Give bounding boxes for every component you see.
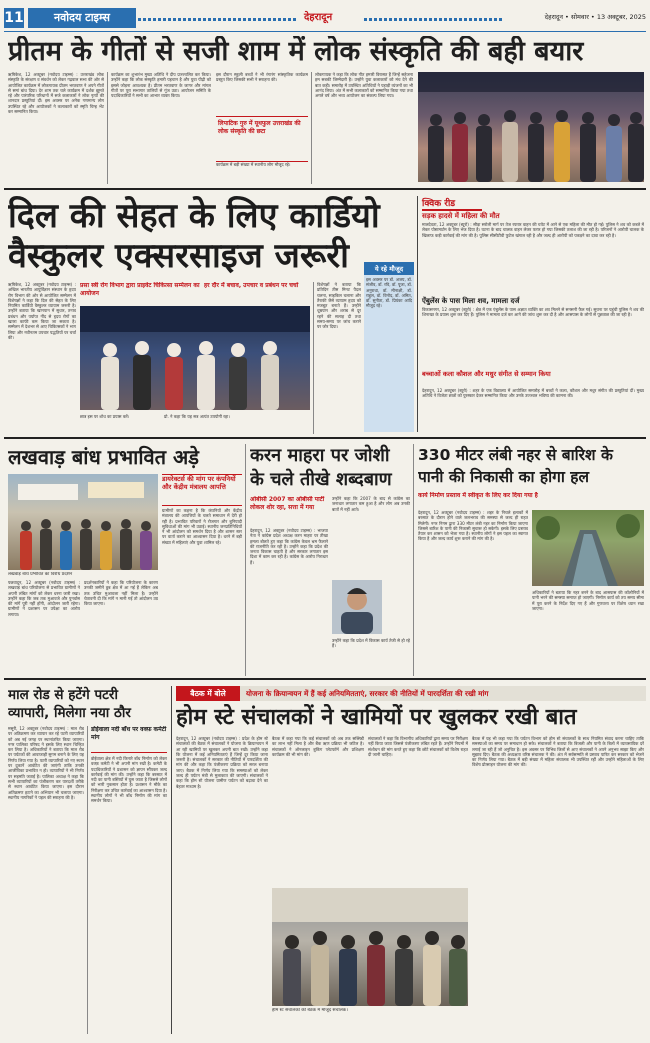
lakhwad-photo-caption: लखवाड़ बांध प्रभावित का विरोध प्रदर्शन bbox=[8, 572, 73, 577]
cardio-photo bbox=[80, 306, 310, 410]
lakhwad-photo bbox=[8, 474, 158, 570]
canal-photo-channel bbox=[532, 510, 644, 586]
lakhwad-photo-protest bbox=[8, 474, 158, 570]
lakhwad-headline: लखवाड़ बांध प्रभावित अड़े bbox=[8, 445, 200, 469]
karan-portrait-figure bbox=[332, 580, 382, 634]
section-divider bbox=[4, 437, 646, 439]
quick-read-item-3-title: बच्चाओं कला कौशल और मधुर संगीत से सम्मान किया bbox=[422, 370, 551, 378]
masthead-stripe-right bbox=[364, 18, 504, 21]
lead-column-3: इस दौरान स्कूली बच्चों ने भी रंगारंग सांस्कृतिक कार्यक्रम प्रस्तुत किए जिसकी सभी ने सराहना की। bbox=[216, 72, 308, 83]
canal-column-1: देहरादून, 12 अक्टूबर (नवोदय टाइम्स) : शहर के निचले इलाकों में बरसात के दौरान होने वाले जलभराव की समस्या से जल्द ही राहत मिलेगी। नगर निगम द्वारा 330 मीटर लंबी नहर का निर्माण किया जाएगा जिससे बारिश के पानी की निकासी सुचारू हो सकेगी। इसके लिए प्रस्ताव तैयार कर शासन को भेजा गया है। स्थानीय लोगों ने इस पहल का स्वागत किया है और जल्द कार्य शुरू कराने की मांग की है। bbox=[418, 510, 528, 542]
quick-read-item-1-body: मालदेवता, 12 अक्टूबर (ब्यूरो) : सौड़ा सरोली मार्ग पर तेज रफ्तार वाहन की चपेट में आने से एक महिला की मौत हो गई। पुलिस ने शव को कब्जे में लेकर पोस्टमार्टम के लिए भेज दिया है। घटना के बाद चालक वाहन लेकर फरार हो गया जिसकी तलाश की जा रही है। परिजनों ने आरोपी चालक के खिलाफ कड़ी कार्रवाई की मांग की है। पुलिस सीसीटीवी फुटेज खंगाल रही है और जल्द ही आरोपी को पकड़ने का दावा कर रही है। bbox=[422, 222, 644, 238]
cardio-column-2: छात्र इस पर शोध का प्रयास करें। bbox=[80, 414, 130, 419]
canal-headline-line2: पानी की निकासी का होगा हल bbox=[418, 468, 590, 486]
lakhwad-column-2: प्रदर्शनकारियों ने कहा कि परियोजना के कारण उनकी जमीनें डूब क्षेत्र में आ गई हैं लेकिन अब तक उचित मुआवजा नहीं मिला है। उन्होंने चेतावनी दी कि मांगें न मानी गईं तो आंदोलन उग्र किया जाएगा। bbox=[84, 580, 158, 607]
karan-headline-line2: के चले तीखे शब्दबाण bbox=[250, 469, 392, 490]
quick-read-item-2-body: विकासनगर, 12 अक्टूबर (ब्यूरो) : क्षेत्र में एक एंबुलेंस के पास अज्ञात व्यक्ति का शव मिलने से सनसनी फैल गई। सूचना पर पहुंची पुलिस ने शव की शिनाख्त के प्रयास शुरू कर दिए हैं। पुलिस ने मामला दर्ज कर आगे की जांच शुरू कर दी है और आसपास के लोगों से पूछताछ की जा रही है। bbox=[422, 307, 644, 318]
mall-road-subhead: डोईवाला नदी बाँध पर वक्फ़ कमेटी मांग bbox=[91, 726, 167, 753]
lakhwad-column-1: पछवादून, 12 अक्टूबर (नवोदय टाइम्स) : लखवाड़ बांध परियोजना से प्रभावित ग्रामीणों ने अपनी लंबित मांगों को लेकर धरना जारी रखा। उन्होंने कहा कि जब तक मुआवजे और पुनर्वास की मांगें पूरी नहीं होंगी, आंदोलन जारी रहेगा। ग्रामीणों ने प्रशासन पर उपेक्षा का आरोप लगाया। bbox=[8, 580, 80, 617]
quick-read-item-1-title: सड़क हादसे में महिला की मौत bbox=[422, 212, 500, 220]
paper-name: नवोदय टाइम्स bbox=[28, 8, 136, 28]
col-divider bbox=[245, 444, 246, 676]
quick-read-label: क्विक रीड bbox=[422, 196, 482, 211]
date-line: देहरादून • सोमवार • 13 अक्टूबर, 2025 bbox=[544, 13, 646, 21]
cardio-photo-people bbox=[80, 306, 310, 410]
masthead-stripe bbox=[138, 18, 298, 21]
canal-column-2: अधिकारियों ने बताया कि नहर बनने के बाद आसपास की कॉलोनियों में पानी भरने की समस्या समाप्त हो जाएगी। निर्माण कार्य को तय समय सीमा में पूरा करने के निर्देश दिए गए हैं और गुणवत्ता पर विशेष ध्यान रखा जाएगा। bbox=[532, 590, 644, 611]
lead-pull-quote-box bbox=[216, 116, 308, 162]
homestay-photo-caption: होम स्टे संचालकों की बैठक में मौजूद संचालक। bbox=[272, 1008, 348, 1013]
cardio-column-1: ऋषिकेश, 12 अक्टूबर (नवोदय टाइम्स) : अखिल भारतीय आयुर्विज्ञान संस्थान के हृदय रोग विभाग की ओर से आयोजित सम्मेलन में विशेषज्ञों ने कहा कि दिल की सेहत के लिए नियमित कार्डियो वैस्कुलर व्यायाम जरूरी है। उन्होंने बताया कि खानपान में सुधार, तनाव प्रबंधन और पर्याप्त नींद से हृदय रोगों का खतरा काफी कम किया जा सकता है। सम्मेलन में देशभर से आए चिकित्सकों ने भाग लिया और नवीनतम उपचार पद्धतियों पर चर्चा की। bbox=[8, 282, 76, 340]
lakhwad-subhead: डायरेक्टर्स की मांग पर कंपनियों और केंद्रीय मंत्रालय आपत्ति bbox=[162, 474, 242, 506]
homestay-column-2: बैठक में कहा गया कि कई संचालकों को अब तक सब्सिडी का लाभ नहीं मिला है और बैंक ऋण प्रक्रिया भी जटिल है। संचालकों ने ऑनलाइन बुकिंग प्लेटफॉर्म और प्रशिक्षण कार्यक्रम की भी मांग की। bbox=[272, 736, 364, 757]
homestay-photo bbox=[272, 888, 468, 1006]
mall-road-headline-line1: माल रोड से हटेंगे पटरी bbox=[8, 687, 118, 703]
canal-subhead: कार्य निर्माण प्रस्ताव में स्वीकृत के लिए कर दिया गया है bbox=[418, 492, 538, 499]
canal-headline-line1: 330 मीटर लंबी नहर से बारिश के bbox=[418, 446, 613, 464]
city-label: देहरादून bbox=[304, 12, 333, 23]
karan-column-2: उन्होंने कहा कि 2007 के बाद से कांग्रेस का जनाधार लगातार कम हुआ है और लोग अब उनकी बातों में नहीं आते। bbox=[332, 496, 410, 512]
homestay-photo-meeting bbox=[272, 888, 468, 1006]
cardio-headline-line1: दिल की सेहत के लिए कार्डियो bbox=[8, 196, 380, 236]
col-divider bbox=[107, 72, 108, 184]
col-divider bbox=[171, 686, 172, 1034]
cardio-column-3: प्रो. ने कहा कि यह सत्र अत्यंत उपयोगी रहा। bbox=[164, 414, 230, 419]
homestay-column-3: संचालकों ने कहा कि विभागीय अधिकारियों द्वारा समय पर निरीक्षण नहीं किया जाता जिससे पंजीकरण लंबित रहते हैं। उन्होंने नियमों में संशोधन की मांग करते हुए कहा कि छोटे संचालकों को विशेष राहत दी जानी चाहिए। bbox=[368, 736, 468, 757]
homestay-banner bbox=[176, 686, 646, 701]
homestay-column-1: देहरादून, 12 अक्टूबर (नवोदय टाइम्स) : प्रदेश के होम स्टे संचालकों की बैठक में संचालकों ने योजना के क्रियान्वयन में आ रही खामियों पर खुलकर अपनी बात रखी। उन्होंने कहा कि योजना में कई अनियमितताएं हैं जिन्हें दूर किया जाना जरूरी है। संचालकों ने सरकार की नीतियों में पारदर्शिता की मांग की और कहा कि पंजीकरण प्रक्रिया को सरल बनाया जाए। बैठक में निर्णय लिया गया कि समस्याओं को लेकर जल्द ही पर्यटन मंत्री से मुलाकात की जाएगी। संचालकों ने कहा कि होम स्टे योजना ग्रामीण पर्यटन को बढ़ावा देने का बेहतर माध्यम है। bbox=[176, 736, 268, 789]
quick-read-item-2-title: ऐंबुलेंस के पास मिला शव, मामला दर्ज bbox=[422, 297, 520, 305]
cardio-side-box bbox=[364, 262, 414, 432]
lakhwad-column-3: ग्रामीणों का कहना है कि कंपनियों और केंद्रीय मंत्रालय की आपत्तियों के चलते समाधान में देरी हो रही है। प्रभावित परिवारों ने रोजगार और बुनियादी सुविधाओं की मांग भी उठाई। स्थानीय जनप्रतिनिधियों ने भी आंदोलन को समर्थन दिया है और शासन स्तर पर वार्ता कराने का आश्वासन दिया है। धरने में बड़ी संख्या में महिलाएं और युवा शामिल रहे। bbox=[162, 508, 242, 545]
homestay-headline: होम स्टे संचालकों ने खामियों पर खुलकर रखी बात bbox=[176, 705, 577, 730]
cardio-side-box-title: ये रहे मौजूद bbox=[364, 262, 414, 275]
lead-column-3b: कार्यक्रम में बड़ी संख्या में स्थानीय लोग मौजूद रहे। bbox=[216, 162, 291, 167]
section-divider bbox=[4, 678, 646, 680]
homestay-banner-text: योजना के क्रियान्वयन में हैं कई अनियमितताएं, सरकार की नीतियों में पारदर्शिता की रखी मांग bbox=[246, 689, 489, 698]
mall-road-column-2: डोईवाला क्षेत्र में नदी किनारे बाँध निर्माण को लेकर वक्फ़ कमेटी ने भी अपनी मांग रखी है। कमेटी के पदाधिकारियों ने प्रशासन को ज्ञापन सौंपकर जल्द कार्रवाई की मांग की। उन्होंने कहा कि बरसात में नदी का पानी बस्तियों में घुस जाता है जिससे लोगों को भारी नुकसान होता है। प्रशासन ने मौके का निरीक्षण कर उचित कार्रवाई का आश्वासन दिया है। स्थानीय लोगों ने भी बाँध निर्माण की मांग का समर्थन किया। bbox=[91, 756, 167, 804]
karan-column-1: देहरादून, 12 अक्टूबर (नवोदय टाइम्स) : भाजपा नेता ने कांग्रेस प्रदेश अध्यक्ष करन माहरा पर तीखा हमला बोलते हुए कहा कि कांग्रेस केवल भ्रम फैलाने की राजनीति कर रही है। उन्होंने कहा कि प्रदेश की जनता विकास चाहती है और सरकार लगातार इस दिशा में काम कर रही है। कांग्रेस के आरोप निराधार हैं। bbox=[250, 528, 328, 565]
col-divider bbox=[313, 282, 314, 434]
lead-column-4: लोकगायक ने कहा कि लोक गीत हमारी विरासत हैं जिन्हें सहेजना हम सबकी जिम्मेदारी है। उन्होंने युवा कलाकारों को मंच देने की बात कही। समारोह में उपस्थित अतिथियों ने पहाड़ी व्यंजनों का भी आनंद लिया। अंत में सभी कलाकारों को सम्मानित किया गया तथा अगले वर्ष और भव्य आयोजन का संकल्प लिया गया। bbox=[315, 72, 413, 99]
lead-pull-quote: लिपाटिक गुरु में यूथफुल उत्तराखंड की लोक संस्कृति की छटा bbox=[218, 120, 301, 135]
page-number: 11 bbox=[4, 10, 24, 26]
karan-column-3: उन्होंने कहा कि प्रदेश में विकास कार्य तेजी से हो रहे हैं। bbox=[332, 638, 410, 649]
cardio-bullet-1: प्रसा स्त्री रोग विभाग द्वारा प्राइवेट चिकित्सा सम्मेलन का आयोजन bbox=[80, 282, 200, 297]
cardio-column-4: विशेषज्ञों ने बताया कि प्रतिदिन तीस मिनट पैदल चलना, साइकिल चलाना और तैराकी जैसे व्यायाम हृदय को मजबूत बनाते हैं। उन्होंने धूम्रपान और शराब से दूर रहने की सलाह दी तथा समय-समय पर जांच कराने पर जोर दिया। bbox=[317, 282, 361, 330]
col-divider bbox=[413, 444, 414, 676]
karan-headline-line1: करन माहरा पर जोशी bbox=[250, 445, 390, 466]
lead-column-1: ऋषिकेश, 12 अक्टूबर (नवोदय टाइम्स) : उत्तराखंड लोक संस्कृति के संरक्षण व संवर्धन को लेकर गढ़वाल सभा की ओर से आयोजित कार्यक्रम में लोकगायक प्रीतम भरतवाण ने अपने गीतों से समां बांध दिया। देर शाम तक चले कार्यक्रम में दर्शक झूमते रहे और पारंपरिक परिधानों में सजे कलाकारों ने लोक नृत्यों की शानदार प्रस्तुतियां दीं। इस अवसर पर अनेक गणमान्य लोग उपस्थित रहे और आयोजकों ने कलाकारों को स्मृति चिन्ह भेंट कर सम्मानित किया। bbox=[8, 72, 104, 115]
karan-subhead: ओबीसी 2007 का ओबीसी पार्टी लोकल शोर रहा, सत्ता में गया bbox=[250, 496, 325, 511]
lead-headline: प्रीतम के गीतों से सजी शाम में लोक संस्कृति की बही बयार bbox=[8, 36, 584, 67]
lead-photo-people bbox=[418, 72, 644, 182]
cardio-headline-line2: वैस्कुलर एक्सरसाइज जरूरी bbox=[8, 236, 349, 276]
canal-photo bbox=[532, 510, 644, 586]
masthead-divider bbox=[4, 31, 646, 32]
homestay-column-4: बैठक में यह भी कहा गया कि पर्यटन विभाग को होम स्टे संचालकों के साथ नियमित संवाद करना चाहिए ताकि समस्याओं का समय पर समाधान हो सके। संचालकों ने बताया कि बिजली और पानी के बिलों में व्यावसायिक दरें लगाई जा रही हैं जो अनुचित है। इस अवसर पर विभिन्न जिलों से आए संचालकों ने अपने अनुभव साझा किए और सुझाव दिए। बैठक की अध्यक्षता वरिष्ठ संचालक ने की। अंत में सर्वसम्मति से प्रस्ताव पारित कर सरकार को भेजने का निर्णय लिया गया। बैठक में बड़ी संख्या में महिला संचालक भी उपस्थित रहीं और उन्होंने महिलाओं के लिए विशेष प्रोत्साहन योजना की मांग की। bbox=[472, 736, 644, 768]
lead-column-2: कार्यक्रम का शुभारंभ मुख्य अतिथि ने दीप प्रज्ज्वलित कर किया। उन्होंने कहा कि लोक संस्कृति हमारी पहचान है और युवा पीढ़ी को इससे जोड़ना आवश्यक है। प्रीतम भरतवाण के जागर और मांगल गीतों पर पूरा सभागार तालियों से गूंज उठा। आयोजन समिति के पदाधिकारियों ने सभी का आभार व्यक्त किया। bbox=[111, 72, 211, 99]
mall-road-headline-line2: व्यापारी, मिलेगा नया ठौर bbox=[8, 705, 131, 721]
section-divider bbox=[4, 188, 646, 190]
homestay-banner-label: बैठक में बोले bbox=[176, 686, 240, 701]
lead-photo bbox=[418, 72, 644, 182]
col-divider bbox=[87, 726, 88, 1034]
quick-read-item-3-body: देहरादून, 12 अक्टूबर (ब्यूरो) : शहर के एक विद्यालय में आयोजित समारोह में बच्चों ने कला, कौशल और मधुर संगीत की प्रस्तुतियां दीं। मुख्य अतिथि ने विजेता छात्रों को पुरस्कार देकर सम्मानित किया और उनके उज्ज्वल भविष्य की कामना की। bbox=[422, 388, 644, 399]
cardio-bullet-2: हर दौर में बचाव, उपचार व प्रबंधन पर चर्चा bbox=[204, 282, 299, 289]
col-divider bbox=[311, 72, 312, 184]
cardio-side-box-body: इस अवसर पर डॉ. अजय, डॉ. संजीव, डॉ. रवि, डॉ. पूजा, डॉ. अनुराधा, डॉ. मीनाक्षी, डॉ. राहुल, डॉ. विनोद, डॉ. अमित, डॉ. सुनीता, डॉ. प्रियंका आदि मौजूद रहे। bbox=[366, 277, 412, 309]
karan-portrait bbox=[332, 580, 382, 634]
col-divider bbox=[417, 196, 418, 432]
masthead bbox=[4, 4, 646, 30]
mall-road-column-1: मसूरी, 12 अक्टूबर (नवोदय टाइम्स) : माल रोड पर अतिक्रमण कर व्यापार कर रहे पटरी व्यापारियों को अब नई जगह पर स्थानांतरित किया जाएगा। नगर पालिका परिषद ने इसके लिए स्थान चिन्हित कर लिया है। अधिकारियों ने बताया कि माल रोड पर पर्यटकों की आवाजाही सुगम बनाने के लिए यह निर्णय लिया गया है। पटरी व्यापारियों को नए स्थान पर दुकानें आवंटित की जाएंगी ताकि उनकी आजीविका प्रभावित न हो। व्यापारियों ने भी निर्णय पर सहमति जताई है। पालिका अध्यक्ष ने कहा कि सभी व्यापारियों का पंजीकरण कर पारदर्शी तरीके से स्थान आवंटित किया जाएगा। इस दौरान अतिक्रमण हटाने का अभियान भी चलाया जाएगा। स्थानीय नागरिकों ने पहल की सराहना की है। bbox=[8, 726, 84, 800]
